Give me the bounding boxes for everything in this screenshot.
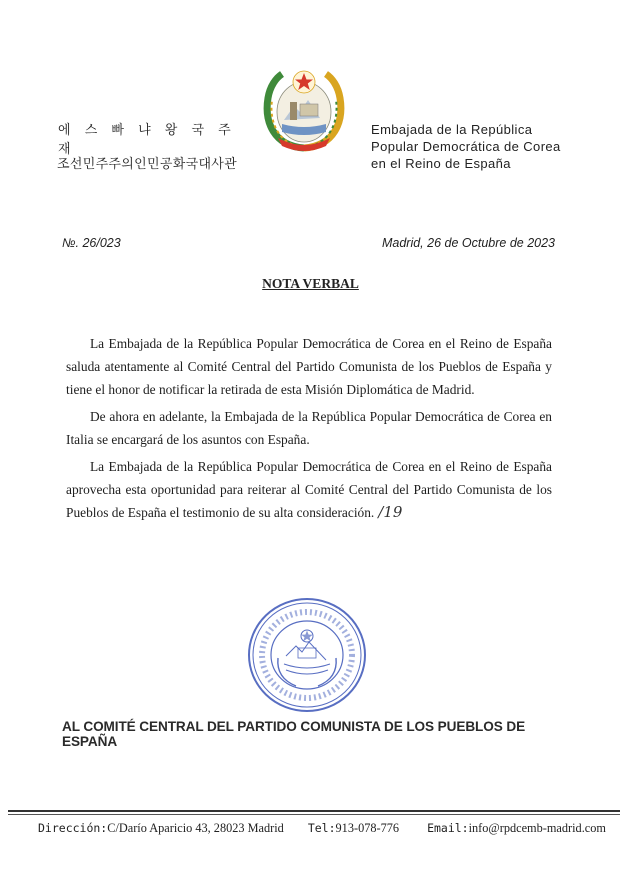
document-title-text: NOTA VERBAL	[262, 276, 359, 291]
email-value: info@rpdcemb-madrid.com	[468, 821, 606, 835]
tel-label: Tel:	[307, 821, 336, 835]
national-emblem	[260, 62, 348, 154]
address-label: Dirección:	[38, 821, 108, 835]
body-paragraph	[66, 455, 552, 524]
handwritten-initials: /19	[378, 503, 403, 521]
header-korean-line-2: 조선민주주의인민공화국대사관	[57, 157, 238, 172]
header-spanish-line: Embajada de la República	[371, 122, 533, 137]
embassy-seal-stamp-icon	[246, 596, 368, 714]
footer-divider	[8, 810, 620, 812]
body-paragraph: La Embajada de la República Popular Democrática de Corea en el Reino de España saluda atentamente al Comité Central del Partido Comunista de los Pueblos de España y tiene el honor de notificar la retirada de esta Misión Diplomática de Madrid.	[66, 336, 552, 397]
document-body	[66, 332, 552, 528]
tel-value: 913-078-776	[335, 821, 400, 835]
body-paragraph: De ahora en adelante, la Embajada de la República Popular Democrática de Corea en Italia se encargará de los asuntos con España.	[66, 409, 552, 447]
document-date: Madrid, 26 de Octubre de 2023	[381, 236, 555, 250]
header-korean-line-1: 에 스 빠 냐 왕 국 주 재	[58, 123, 236, 157]
document-title	[0, 276, 621, 292]
dprk-national-emblem-icon	[260, 62, 348, 154]
email-label: Email:	[427, 821, 469, 835]
addressee: AL COMITÉ CENTRAL DEL PARTIDO COMUNISTA DE LOS PUEBLOS DE ESPAÑA	[62, 719, 526, 749]
footer-contact	[38, 821, 608, 836]
embassy-stamp	[246, 596, 368, 714]
address-value: C/Darío Aparicio 43, 28023 Madrid	[107, 821, 284, 835]
body-paragraph-text: La Embajada de la República Popular Democrática de Corea en el Reino de España aprovecha esta oportunidad para reiterar al Comité Central del Partido Comunista de los Pueblos de España el testimonio de su alta consideración.	[66, 459, 552, 520]
header-spanish-line: en el Reino de España	[371, 156, 511, 171]
header-spanish-title	[371, 121, 591, 172]
footer-divider-thin	[8, 814, 620, 815]
header-spanish-line: Popular Democrática de Corea	[371, 139, 561, 154]
reference-number: №. 26/023	[62, 236, 121, 250]
